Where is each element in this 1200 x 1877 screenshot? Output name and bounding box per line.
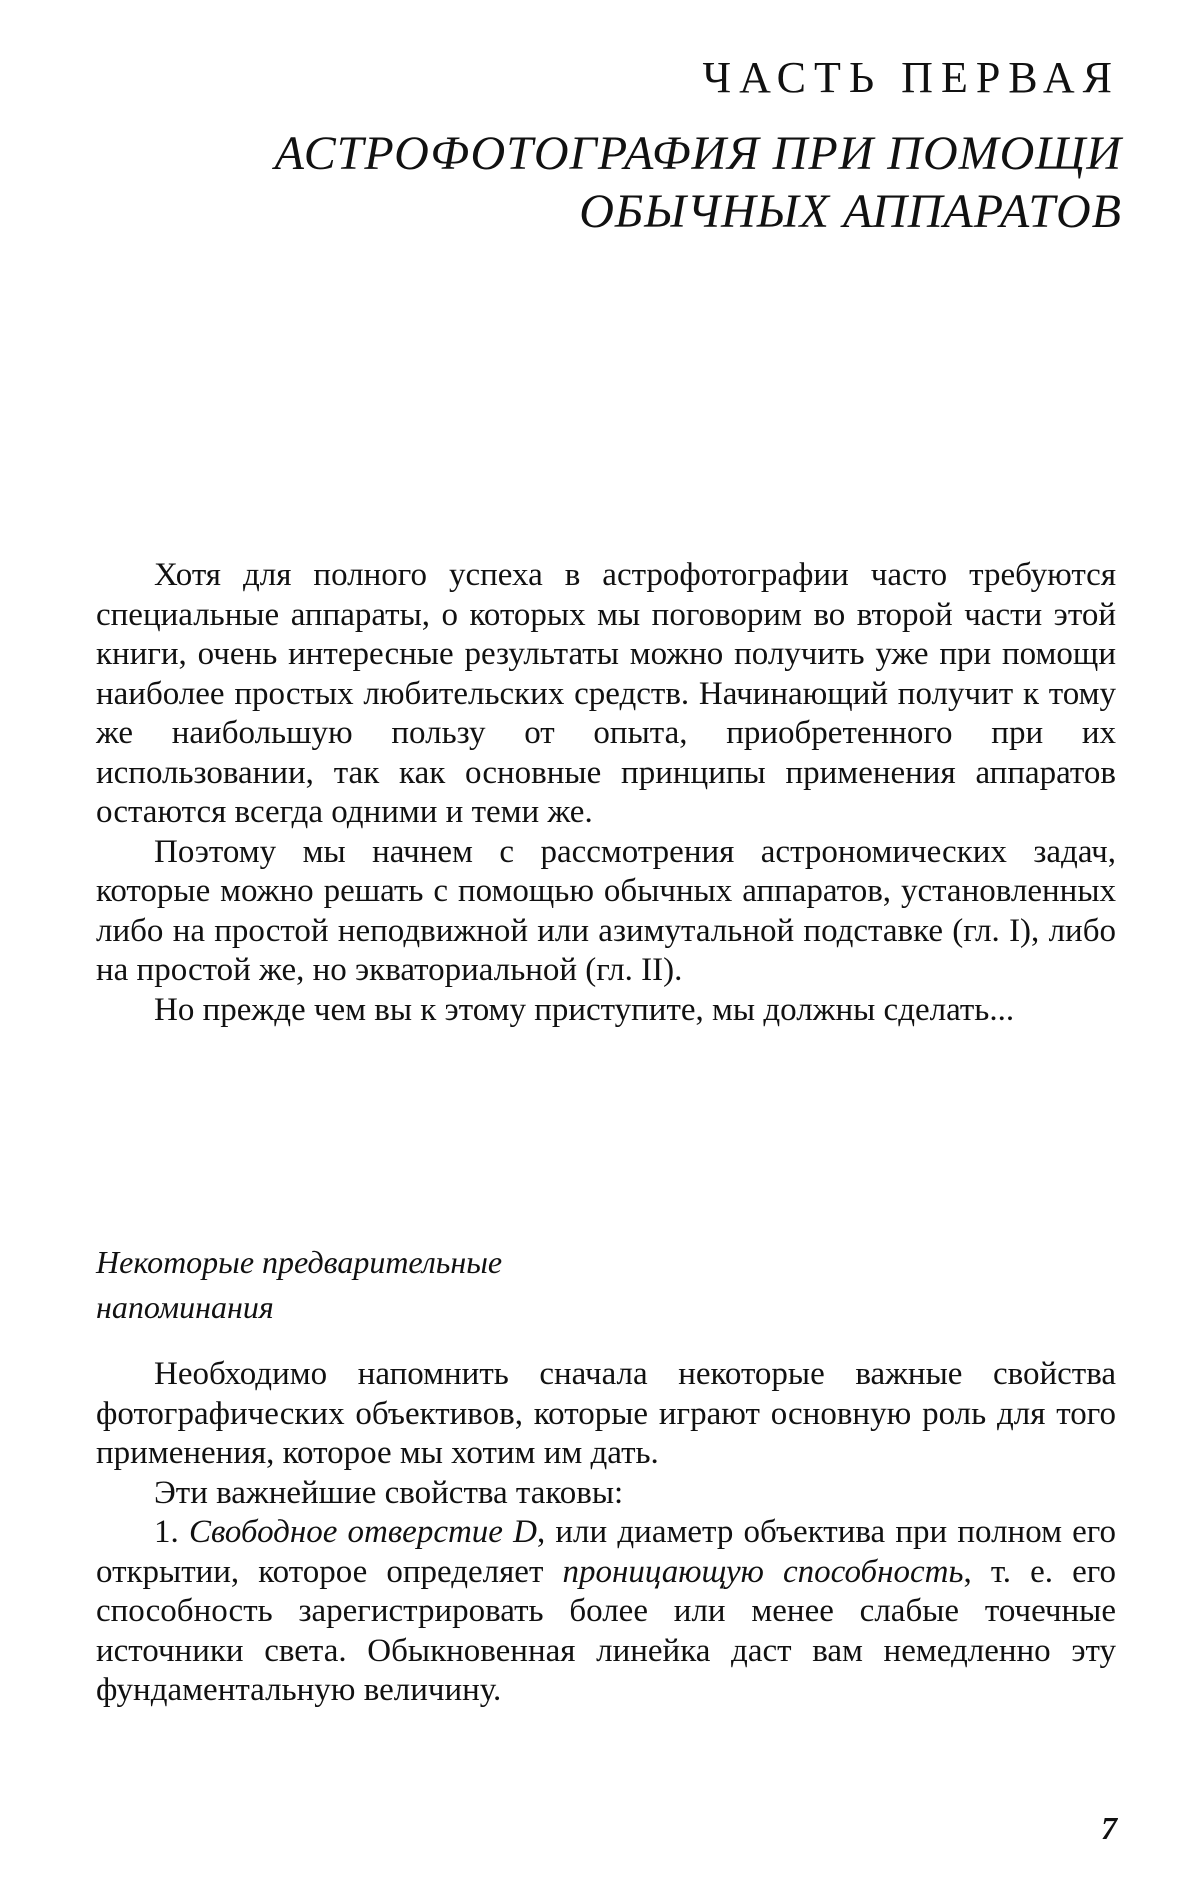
intro-text <box>96 556 1116 1030</box>
part-title-line-1: АСТРОФОТОГРАФИЯ ПРИ ПОМОЩИ <box>274 127 1122 180</box>
section-text <box>96 1355 1116 1711</box>
section-paragraph-1: Необходимо напомнить сначала некоторые важные свойства фотографических объективов, которые играют основную роль для того применения, которое мы хотим им дать. <box>96 1356 1116 1471</box>
intro-paragraph-1: Хотя для полного успеха в астрофотографии часто требуются специальные аппараты, о которых мы поговорим во второй части этой книги, очень интересные результаты можно получить уже при помощи наиболее простых любительских средств. Начинающий получит к тому же наибольшую пользу от опыта, приобретенного при их использовании, так как основные принципы применения аппаратов остаются всегда одними и теми же. <box>96 557 1116 830</box>
term-aperture: Свободное отверстие D <box>188 1514 537 1550</box>
paragraph-3-text-a: , или диаметр объектива при полном его открытии, которое определяет <box>96 1514 1116 1590</box>
part-title-line-2: ОБЫЧНЫХ АППАРАТОВ <box>579 185 1122 238</box>
section-paragraph-3 <box>96 1513 1116 1711</box>
term-penetrating-power: проницающую способность <box>562 1553 964 1590</box>
part-title <box>122 125 1122 241</box>
section-heading-line-1: Некоторые предварительные <box>96 1244 503 1280</box>
section-heading-line-2: напоминания <box>96 1289 274 1325</box>
part-label: ЧАСТЬ ПЕРВАЯ <box>702 53 1120 102</box>
list-number: 1. <box>154 1514 189 1550</box>
section-heading <box>96 1240 796 1330</box>
section-paragraph-2: Эти важнейшие свойства таковы: <box>154 1474 624 1511</box>
paragraph-3-text-b: , т. е. его способность зарегистрировать более или менее слабые точечные источники света. Обыкновенная линейка даст вам немедленно эту фундаментальную величину. <box>96 1553 1117 1708</box>
intro-paragraph-2: Поэтому мы начнем с рассмотрения астрономических задач, которые можно решать с помощью обычных аппаратов, установленных либо на простой неподвижной или азимутальной подставке (гл. I), либо на простой же, но экваториальной (гл. II). <box>96 833 1116 988</box>
page-number: 7 <box>1101 1810 1117 1846</box>
intro-paragraph-3: Но прежде чем вы к этому приступите, мы должны сделать... <box>154 991 1015 1028</box>
